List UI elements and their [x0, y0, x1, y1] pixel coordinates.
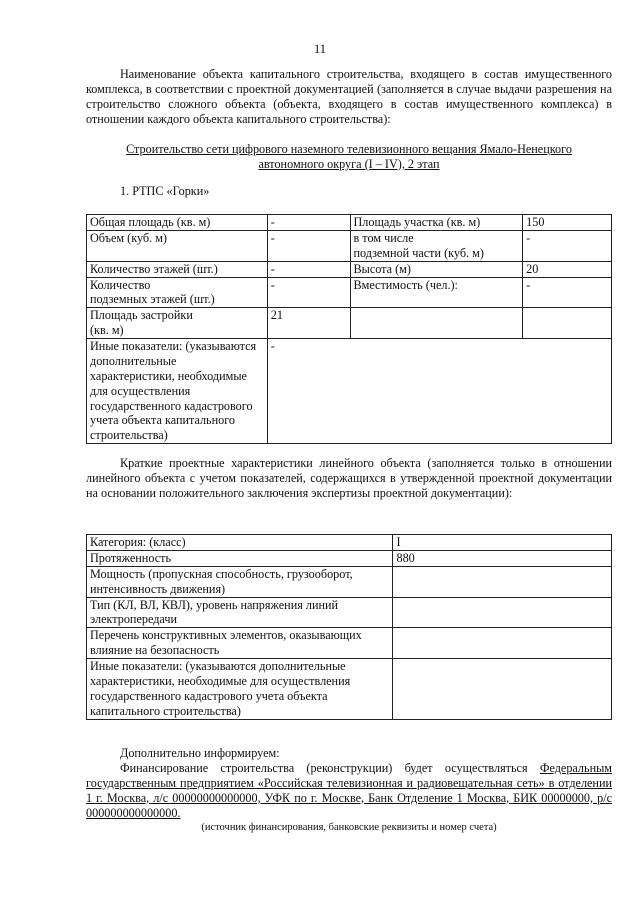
cell-label: Иные показатели: (указываются дополнительные характеристики, необходимые для осуществления государственного кадастрового учета объекта капитального строительства) [87, 659, 393, 720]
cell-label: Категория: (класс) [87, 535, 393, 551]
table-row [87, 550, 612, 566]
table-row [87, 277, 612, 308]
cell-value [393, 597, 612, 628]
cell-label: Мощность (пропускная способность, грузооборот, интенсивность движения) [87, 566, 393, 597]
cell-label: Иные показатели: (указываются дополнительные характеристики, необходимые для осуществления государственного кадастрового учета объекта капитального строительства) [87, 339, 268, 444]
cell-value [393, 628, 612, 659]
cell-label-line: (кв. м) [90, 323, 124, 338]
cell-label [350, 230, 523, 261]
cell-value: - [267, 215, 350, 231]
cell-value: I [393, 535, 612, 551]
cell-value: 21 [267, 308, 350, 339]
cell-value: - [523, 277, 612, 308]
cell-empty [350, 308, 523, 339]
intro-paragraph: Наименование объекта капитального строительства, входящего в состав имущественного комплекса, в соответствии с проектной документацией (заполняется в случае выдачи разрешения на строительство сложного объекта (объекта, входящего в состав имущественного комплекса) в отношении каждого объекта капитального строительства): [86, 67, 612, 126]
financing-details: Федеральным государственным предприятием «Российская телевизионная и радиовещательная сеть» в отделении 1 г. Москва, л/с 00000000000000, УФК по г. Москве, Банк Отделение 1 Москва, БИК 00000000, р/с 000000000000000. [86, 761, 612, 820]
table-row [87, 628, 612, 659]
table-row [87, 597, 612, 628]
cell-label: Общая площадь (кв. м) [87, 215, 268, 231]
cell-label: Площадь участка (кв. м) [350, 215, 523, 231]
table-row [87, 308, 612, 339]
cell-label: Объем (куб. м) [87, 230, 268, 261]
cell-label-line: подземной части (куб. м) [353, 245, 484, 260]
cell-value [393, 566, 612, 597]
cell-value: 150 [523, 215, 612, 231]
project-title [86, 142, 612, 172]
table-row [87, 659, 612, 720]
table-row [87, 566, 612, 597]
cell-value: - [267, 339, 611, 444]
cell-empty [523, 308, 612, 339]
cell-label [87, 277, 268, 308]
table-row [87, 339, 612, 444]
financing-prefix: Финансирование строительства (реконструкции) будет осуществляться [120, 761, 540, 775]
additional-label: Дополнительно информируем: [120, 746, 280, 760]
table-row [87, 261, 612, 277]
cell-label-line: в том числе [353, 230, 414, 245]
cell-label: Количество этажей (шт.) [87, 261, 268, 277]
table-row [87, 230, 612, 261]
cell-label: Тип (КЛ, ВЛ, КВЛ), уровень напряжения линий электропередачи [87, 597, 393, 628]
cell-label-line: Количество [90, 277, 151, 292]
table-row [87, 535, 612, 551]
page-number: 11 [313, 42, 327, 56]
project-title-line2: автономного округа (I – IV), 2 этап [258, 156, 440, 171]
cell-value: 880 [393, 550, 612, 566]
linear-object-table-body [87, 535, 612, 720]
cell-value: - [523, 230, 612, 261]
linear-object-intro: Краткие проектные характеристики линейного объекта (заполняется только в отношении линейного объекта с учетом показателей, содержащихся в утвержденной проектной документации на основании положительного заключения экспертизы проектной документации): [86, 456, 612, 500]
cell-value: - [267, 230, 350, 261]
cell-value: - [267, 261, 350, 277]
linear-object-table [86, 534, 612, 720]
object-label: 1. РТПС «Горки» [120, 184, 210, 198]
project-title-line1: Строительство сети цифрового наземного телевизионного вещания Ямало-Ненецкого [126, 142, 572, 156]
cell-label: Протяженность [87, 550, 393, 566]
object-characteristics-table [86, 214, 612, 444]
cell-value: - [267, 277, 350, 308]
cell-label: Вместимость (чел.): [350, 277, 523, 308]
cell-value: 20 [523, 261, 612, 277]
cell-label: Высота (м) [350, 261, 523, 277]
financing-paragraph [86, 761, 612, 821]
cell-label-line: подземных этажей (шт.) [90, 292, 215, 307]
cell-value [393, 659, 612, 720]
cell-label-line: Площадь застройки [90, 308, 193, 323]
cell-label [87, 308, 268, 339]
cell-label: Перечень конструктивных элементов, оказывающих влияние на безопасность [87, 628, 393, 659]
financing-caption: (источник финансирования, банковские реквизиты и номер счета) [201, 822, 497, 833]
table-row [87, 215, 612, 231]
